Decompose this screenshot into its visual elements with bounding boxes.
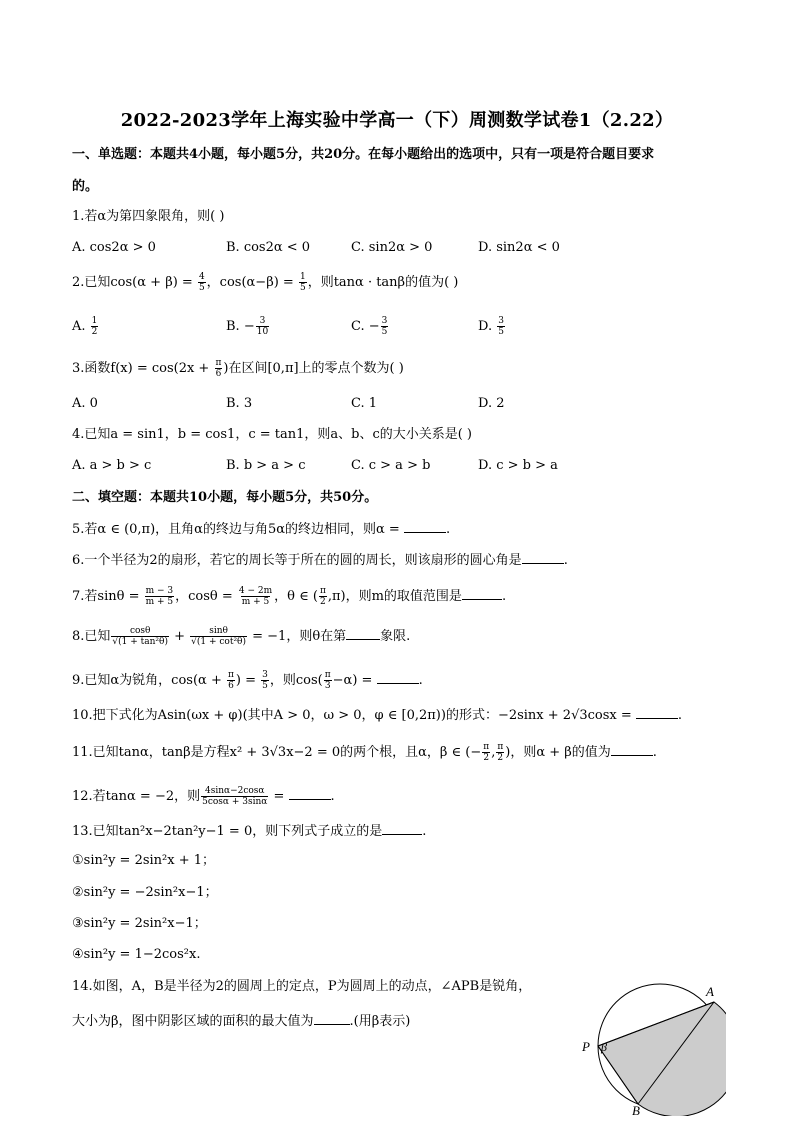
q7-p2: ，cosθ = — [175, 589, 237, 604]
q2-option-b-num: 3 — [259, 316, 266, 326]
q2-frac2-num: 1 — [299, 272, 306, 282]
q11-frac2 — [496, 742, 504, 763]
q8-stem — [72, 626, 410, 647]
q7-p1: 7.若sinθ = — [72, 589, 144, 604]
q7-end: . — [501, 589, 507, 604]
q9-stem — [72, 670, 423, 691]
q5-answer-blank[interactable] — [404, 520, 446, 533]
q13-item-3: ③sin²y = 2sin²x−1； — [72, 916, 207, 931]
q13-item-4: ④sin²y = 1−2cos²x. — [72, 947, 201, 962]
q10-end: . — [677, 708, 683, 723]
q12-answer-blank[interactable] — [289, 787, 331, 800]
q8-p1: 8.已知 — [72, 629, 111, 644]
q6-answer-blank[interactable] — [522, 551, 564, 564]
q2-option-b-label: B. — [226, 319, 244, 334]
q14-label-p: P — [582, 1039, 590, 1054]
q2-option-b — [226, 316, 270, 337]
q12-frac — [201, 786, 268, 807]
q9-p1: 9.已知α为锐角，cos(α + — [72, 673, 226, 688]
q14-figure — [576, 976, 726, 1116]
q2-option-b-den: 10 — [256, 327, 269, 337]
q2-frac1-num: 4 — [198, 272, 205, 282]
q4-option-b: B. b > a > c — [226, 458, 306, 473]
q1-option-d: D. sin2α < 0 — [478, 240, 560, 255]
q11-frac1-num: π — [483, 742, 490, 752]
q2-option-d-frac — [497, 316, 505, 337]
q10-stem — [72, 706, 682, 725]
q9-frac2-num: 3 — [262, 670, 268, 680]
q2-suffix: ，则tanα · tanβ的值为( ) — [307, 275, 459, 290]
q9-frac1-den: 6 — [228, 681, 234, 691]
q6-stem — [72, 551, 568, 570]
q13-text: 13.已知tan²x−2tan²y−1 = 0，则下列式子成立的是 — [72, 824, 383, 839]
section1-header-line1: 一、单选题：本题共4小题，每小题5分，共20分。在每小题给出的选项中，只有一项是符合题目要求 — [72, 147, 655, 162]
q9-end: . — [418, 673, 423, 688]
q7-stem — [72, 586, 506, 607]
q2-option-d-label: D. — [478, 319, 497, 334]
q11-p1: 11.已知tanα，tanβ是方程x² + 3√3x−2 = 0的两个根，且α，β ∈ (− — [72, 745, 482, 760]
q2-frac2 — [299, 272, 307, 293]
q11-answer-blank[interactable] — [611, 743, 653, 756]
q5-stem — [72, 520, 450, 539]
q12-stem — [72, 786, 335, 807]
q2-frac1-den: 5 — [198, 283, 205, 293]
q2-option-d — [478, 316, 506, 337]
q12-p1: 12.若tanα = −2，则 — [72, 789, 201, 804]
q7-frac3-num: π — [319, 586, 326, 596]
q2-frac1 — [198, 272, 206, 293]
q8-p3: = −1，则θ在第 — [248, 629, 347, 644]
q12-end: . — [330, 789, 335, 804]
q1-option-a: A. cos2α > 0 — [72, 240, 156, 255]
q11-frac2-num: π — [497, 742, 504, 752]
q14-line2-a: 大小为β，图中阴影区域的面积的最大值为 — [72, 1014, 314, 1029]
q9-p3: ，则cos( — [269, 673, 323, 688]
q8-frac2-num: sinθ — [209, 626, 228, 636]
q4-stem: 4.已知a = sin1，b = cos1，c = tan1，则a、b、c的大小关系是( ) — [72, 427, 472, 442]
q2-stem — [72, 272, 458, 293]
section2-header: 二、填空题：本题共10小题，每小题5分，共50分。 — [72, 490, 378, 505]
q14-line1: 14.如图，A，B是半径为2的圆周上的定点，P为圆周上的动点，∠APB是锐角， — [72, 979, 532, 994]
section1-header-line2: 的。 — [72, 179, 99, 194]
q2-option-d-num: 3 — [498, 316, 504, 326]
q1-stem: 1.若α为第四象限角，则( ) — [72, 209, 225, 224]
q13-item-2: ②sin²y = −2sin²x−1； — [72, 885, 218, 900]
q12-p2: = — [269, 789, 289, 804]
q7-answer-blank[interactable] — [462, 587, 502, 600]
q7-p4: ,π)，则m的取值范围是 — [327, 589, 462, 604]
q5-end: . — [445, 522, 451, 537]
q2-option-a — [72, 316, 99, 337]
q11-end: . — [652, 745, 657, 760]
q14-label-a: A — [706, 984, 714, 999]
q3-frac — [214, 358, 222, 379]
q2-option-a-den: 2 — [91, 327, 98, 337]
q11-p2: , — [491, 745, 496, 760]
q14-shaded-region — [598, 1002, 726, 1116]
q13-stem — [72, 822, 426, 841]
q6-text: 6.一个半径为2的扇形，若它的周长等于所在的圆的周长，则该扇形的圆心角是 — [72, 553, 522, 568]
q11-p3: )，则α + β的值为 — [505, 745, 611, 760]
q8-frac1-num: cosθ — [129, 626, 151, 636]
q4-option-d: D. c > b > a — [478, 458, 558, 473]
q2-option-a-num: 1 — [91, 316, 98, 326]
q6-end: . — [563, 553, 568, 568]
q13-answer-blank[interactable] — [382, 822, 422, 835]
q9-p2: ) = — [235, 673, 261, 688]
q3-prefix: 3.函数f(x) = cos(2x + — [72, 361, 214, 376]
q2-option-c-den: 5 — [381, 327, 388, 337]
q14-answer-blank[interactable] — [314, 1012, 350, 1025]
q9-p4: −α) = — [332, 673, 377, 688]
q8-frac2 — [190, 626, 247, 647]
q14-line2 — [72, 1012, 410, 1031]
q3-option-c: C. 1 — [351, 396, 378, 411]
q11-frac1-den: 2 — [483, 753, 490, 763]
q2-prefix: 2.已知cos(α + β) = — [72, 275, 197, 290]
q10-text: 10.把下式化为Asin(ωx + φ)(其中A > 0，ω > 0，φ ∈ [0,2π))的形式：−2sinx + 2√3cosx = — [72, 708, 636, 723]
q3-option-a: A. 0 — [72, 396, 98, 411]
q3-frac-den: 6 — [215, 369, 222, 379]
q9-frac1-num: π — [227, 670, 234, 680]
q4-option-a: A. a > b > c — [72, 458, 152, 473]
q2-option-b-frac — [256, 316, 269, 337]
q11-frac2-den: 2 — [497, 753, 504, 763]
q13-item-1: ①sin²y = 2sin²x + 1； — [72, 853, 216, 868]
q2-option-c-num: 3 — [381, 316, 388, 326]
q2-frac2-den: 5 — [299, 283, 306, 293]
q3-stem — [72, 358, 404, 379]
section1-header-cont — [72, 178, 98, 196]
q7-p3: ，θ ∈ ( — [274, 589, 318, 604]
q12-frac-num: 4sinα−2cosα — [204, 786, 265, 796]
q1-option-c: C. sin2α > 0 — [351, 240, 433, 255]
q2-option-c-frac — [381, 316, 389, 337]
q3-suffix: )在区间[0,π]上的零点个数为( ) — [223, 361, 404, 376]
q2-option-a-frac — [91, 316, 99, 337]
q11-stem — [72, 742, 657, 763]
q9-answer-blank[interactable] — [377, 671, 419, 684]
q2-option-c-sign: − — [368, 319, 380, 334]
q2-mid: ，cos(α−β) = — [206, 275, 298, 290]
q8-frac1 — [111, 626, 169, 647]
q9-frac3-den: 3 — [324, 681, 331, 691]
q2-option-a-label: A. — [72, 319, 90, 334]
q5-text: 5.若α ∈ (0,π)，且角α的终边与角5α的终边相同，则α = — [72, 522, 404, 537]
q7-frac2 — [238, 586, 273, 607]
q14-line2-b: .(用β表示) — [349, 1014, 411, 1029]
section1-header — [72, 146, 654, 164]
q2-option-c — [351, 316, 389, 337]
q14-label-b: B — [632, 1103, 640, 1116]
exam-title: 2022-2023学年上海实验中学高一（下）周测数学试卷1（2.22） — [120, 110, 674, 131]
q14-label-beta: β — [601, 1040, 607, 1054]
q9-frac3 — [324, 670, 332, 691]
q7-frac2-num: 4 − 2m — [238, 586, 273, 596]
q8-frac2-den: √(1 + cot²θ) — [191, 637, 246, 647]
q8-p2: + — [169, 629, 190, 644]
q13-end: . — [422, 824, 427, 839]
q2-option-d-den: 5 — [498, 327, 504, 337]
q7-frac1 — [145, 586, 175, 607]
q11-frac1 — [482, 742, 490, 763]
q1-option-b: B. cos2α < 0 — [226, 240, 311, 255]
q8-frac1-den: √(1 + tan²θ) — [112, 637, 168, 647]
q3-option-d: D. 2 — [478, 396, 505, 411]
q2-option-b-sign: − — [243, 319, 255, 334]
q10-answer-blank[interactable] — [636, 706, 678, 719]
q9-frac2 — [261, 670, 269, 691]
q12-frac-den: 5cosα + 3sinα — [202, 797, 268, 807]
q8-answer-blank[interactable] — [346, 627, 380, 640]
q7-frac1-num: m − 3 — [145, 586, 174, 596]
q8-p4: 象限. — [380, 629, 411, 644]
q2-option-c-label: C. — [351, 319, 369, 334]
q9-frac1 — [227, 670, 235, 691]
q7-frac3-den: 2 — [320, 597, 326, 607]
q7-frac1-den: m + 5 — [145, 597, 174, 607]
q3-option-b: B. 3 — [226, 396, 253, 411]
q9-frac2-den: 5 — [262, 681, 268, 691]
q4-option-c: C. c > a > b — [351, 458, 431, 473]
q7-frac2-den: m + 5 — [241, 597, 270, 607]
q3-frac-num: π — [215, 358, 222, 368]
q7-frac3 — [319, 586, 327, 607]
q9-frac3-num: π — [324, 670, 331, 680]
